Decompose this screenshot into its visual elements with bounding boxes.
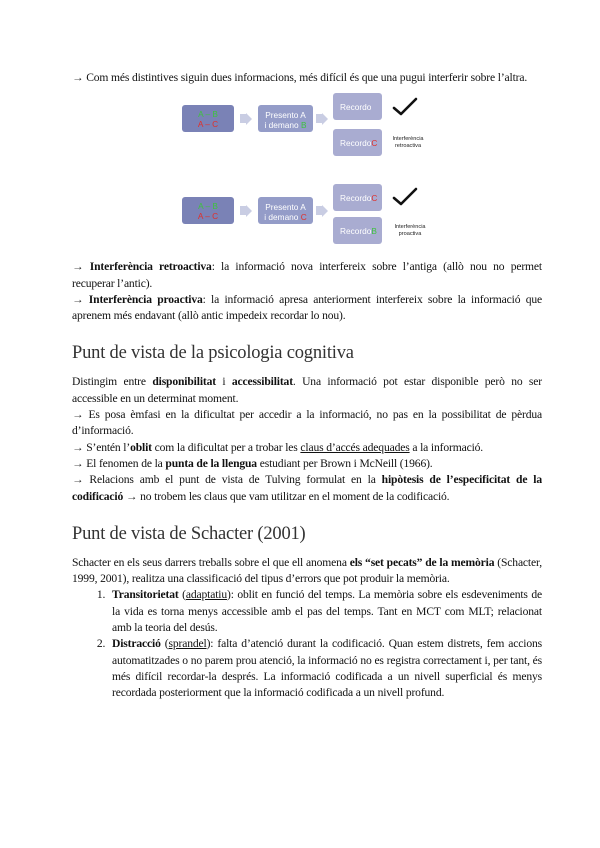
interference-diagram [72,95,542,245]
tip-of-tongue-paragraph: → El fenomen de la punta de la llengua estudiant per Brown i McNeill (1966). [72,456,433,470]
recall-box-bottom-1: Recordo C [333,184,382,211]
sins-list [72,587,542,701]
retroactive-paragraph: → Interferència retroactiva: la informació nova interfereix sobre l’antiga (allò nou no permet recuperar l’antic). [72,260,542,290]
note-proactive: Interferència proactiva [394,224,426,238]
checkmark-icon [392,187,418,207]
list-item: 2. Distracció (sprandel): falta d’atenció durant la codificació. Quan estem distrets, fem accions automatitzades o no parem prou atenció, la informació no es registra correctament i, per tant, és més difícil recordar-la després. La informació codificada a un nivell superficial és menys recordada posteriorment que la informació codificada a un nivell profund. [108,636,542,701]
proactive-paragraph: → Interferència proactiva: la informació apresa anteriorment interfereix sobre la informació que aprenem més endavant (allò antic impedeix recordar lo nou). [72,292,542,323]
arrow-icon [246,113,252,125]
note-retroactive: Interferència retroactiva [392,136,424,150]
present-box-top: Presento A i demano B [258,105,313,132]
pair-box-top: A – B A – C [182,105,234,132]
recall-box-top-1: Recordo [333,93,382,120]
intro-paragraph: → Com més distintives siguin dues informacions, més difícil és que una pugui interferir sobre l’altra. [72,71,528,84]
arrow-icon [246,205,252,217]
availability-paragraph: Distingim entre disponibilitat i accessibilitat. Una informació pot estar disponible però no ser accessible en un determinat moment. [72,375,542,405]
present-box-bottom: Presento A i demano C [258,197,313,224]
arrow-icon: → [72,71,84,84]
schacter-paragraph: Schacter en els seus darrers treballs sobre el que ell anomena els “set pecats” de la memòria (Schacter, 1999, 2001), realitza una classificació del tipus d’errors que pot produir la memòria. [72,555,542,586]
checkmark-icon [392,97,418,117]
section-title-cognitive: Punt de vista de la psicologia cognitiva [72,343,354,364]
tulving-paragraph: → Relacions amb el punt de vista de Tulving formulat en la hipòtesis de l’especificitat de la codificació → no trobem les claus que vam utilitzar en el moment de la codificació. [72,473,542,503]
section-title-schacter: Punt de vista de Schacter (2001) [72,523,306,544]
emphasis-paragraph: → Es posa èmfasi en la dificultat per accedir a la informació, no pas en la possibilitat de pèrdua d’informació. [72,408,542,438]
list-item: 1. Transitorietat (adaptatiu): oblit en funció del temps. La memòria sobre els esdeveniments de la vida es torna menys accessible amb el pas del temps. Tant en MCT com MLT; relacionat amb la teoria del desús. [108,587,542,636]
arrow-icon: → [72,292,84,306]
recall-box-top-2: Recordo C [333,129,382,156]
arrow-icon: → [72,260,84,274]
recall-box-bottom-2: Recordo B [333,217,382,244]
arrow-icon [322,113,328,125]
forgetting-paragraph: → S’entén l’oblit com la dificultat per a trobar les claus d’accés adequades a la informació. [72,440,484,454]
arrow-icon [322,205,328,217]
page-content [72,70,542,702]
pair-box-bottom: A – B A – C [182,197,234,224]
